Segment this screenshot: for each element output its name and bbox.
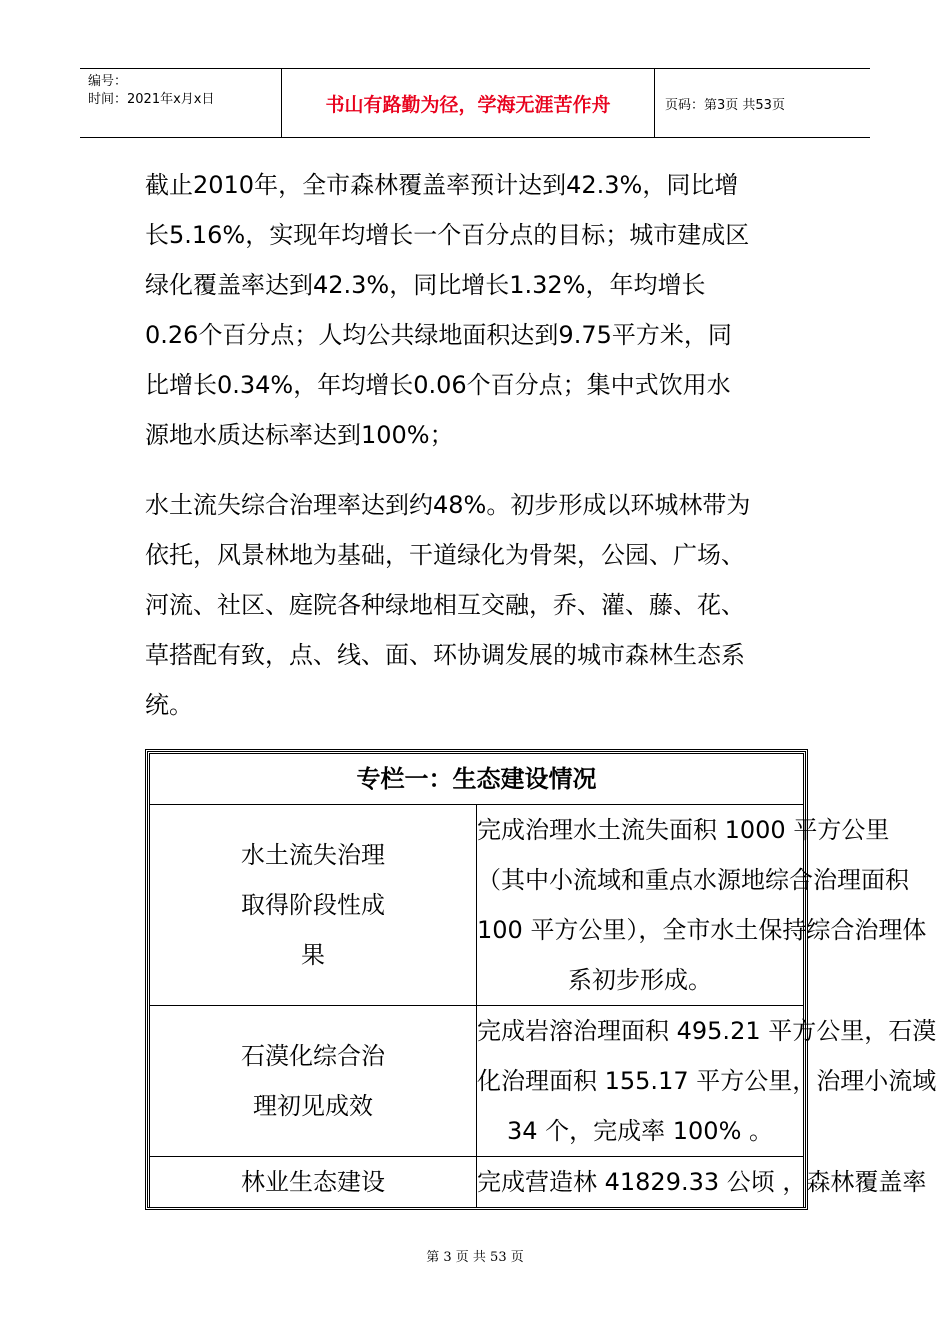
header-page-info: 页码：第3页 共53页 <box>665 97 785 113</box>
body-paragraph-1 <box>145 160 805 460</box>
cell-line: （其中小流域和重点水源地综合治理面积 <box>477 866 909 894</box>
cell-line: 取得阶段性成 <box>241 891 385 919</box>
table-row-key <box>150 1006 477 1157</box>
table-title: 专栏一：生态建设情况 <box>150 754 804 805</box>
table-row-value <box>477 1006 937 1157</box>
page-header <box>80 68 870 138</box>
header-number-label: 编号： <box>88 74 128 89</box>
paragraph-line: 截止2010年，全市森林覆盖率预计达到42.3%，同比增 <box>145 171 739 199</box>
paragraph-line: 0.26个百分点；人均公共绿地面积达到9.75平方米，同 <box>145 321 732 349</box>
cell-line: 34 个，完成率 100% 。 <box>506 1117 774 1145</box>
ecology-table <box>145 749 937 1210</box>
cell-line: 水土流失治理 <box>241 841 385 869</box>
paragraph-line: 源地水质达标率达到100%； <box>145 421 454 449</box>
paragraph-line: 长5.16%，实现年均增长一个百分点的目标；城市建成区 <box>145 221 750 249</box>
table-row <box>150 1006 804 1157</box>
cell-line: 石漠化综合治 <box>241 1042 385 1070</box>
paragraph-line: 草搭配有致，点、线、面、环协调发展的城市森林生态系 <box>145 641 745 669</box>
table-row-value <box>477 805 927 1006</box>
paragraph-line: 水土流失综合治理率达到约48%。初步形成以环城林带为 <box>145 491 751 519</box>
paragraph-line: 统。 <box>145 691 193 719</box>
paragraph-line: 河流、社区、庭院各种绿地相互交融，乔、灌、藤、花、 <box>145 591 745 619</box>
cell-line: 系初步形成。 <box>568 966 712 994</box>
table-row <box>150 805 804 1006</box>
header-motto: 书山有路勤为径，学海无涯苦作舟 <box>282 69 655 137</box>
cell-line: 完成治理水土流失面积 1000 平方公里 <box>477 816 890 844</box>
header-time-label: 时间：2021年x月x日 <box>88 92 215 107</box>
cell-line: 完成岩溶治理面积 495.21 平方公里，石漠 <box>477 1017 937 1045</box>
cell-line: 100 平方公里），全市水土保持综合治理体 <box>477 916 927 944</box>
paragraph-line: 依托，风景林地为基础，干道绿化为骨架，公园、广场、 <box>145 541 745 569</box>
paragraph-line: 绿化覆盖率达到42.3%，同比增长1.32%，年均增长 <box>145 271 706 299</box>
header-meta <box>80 69 282 137</box>
cell-line: 完成营造林 41829.33 公顷 ，森林覆盖率 <box>477 1168 927 1196</box>
table-row-key <box>150 805 477 1006</box>
body-paragraph-2 <box>145 480 805 730</box>
cell-line: 林业生态建设 <box>241 1168 385 1196</box>
cell-line: 理初见成效 <box>253 1092 373 1120</box>
ecology-table-grid <box>149 753 937 1208</box>
cell-line: 化治理面积 155.17 平方公里，治理小流域 <box>477 1067 937 1095</box>
paragraph-line: 比增长0.34%，年均增长0.06个百分点；集中式饮用水 <box>145 371 731 399</box>
cell-line: 果 <box>301 941 325 969</box>
table-title-row <box>150 754 804 805</box>
table-row-key <box>150 1157 477 1208</box>
table-row <box>150 1157 804 1208</box>
page-footer: 第 3 页 共 53 页 <box>426 1250 524 1265</box>
table-row-value <box>477 1157 927 1208</box>
